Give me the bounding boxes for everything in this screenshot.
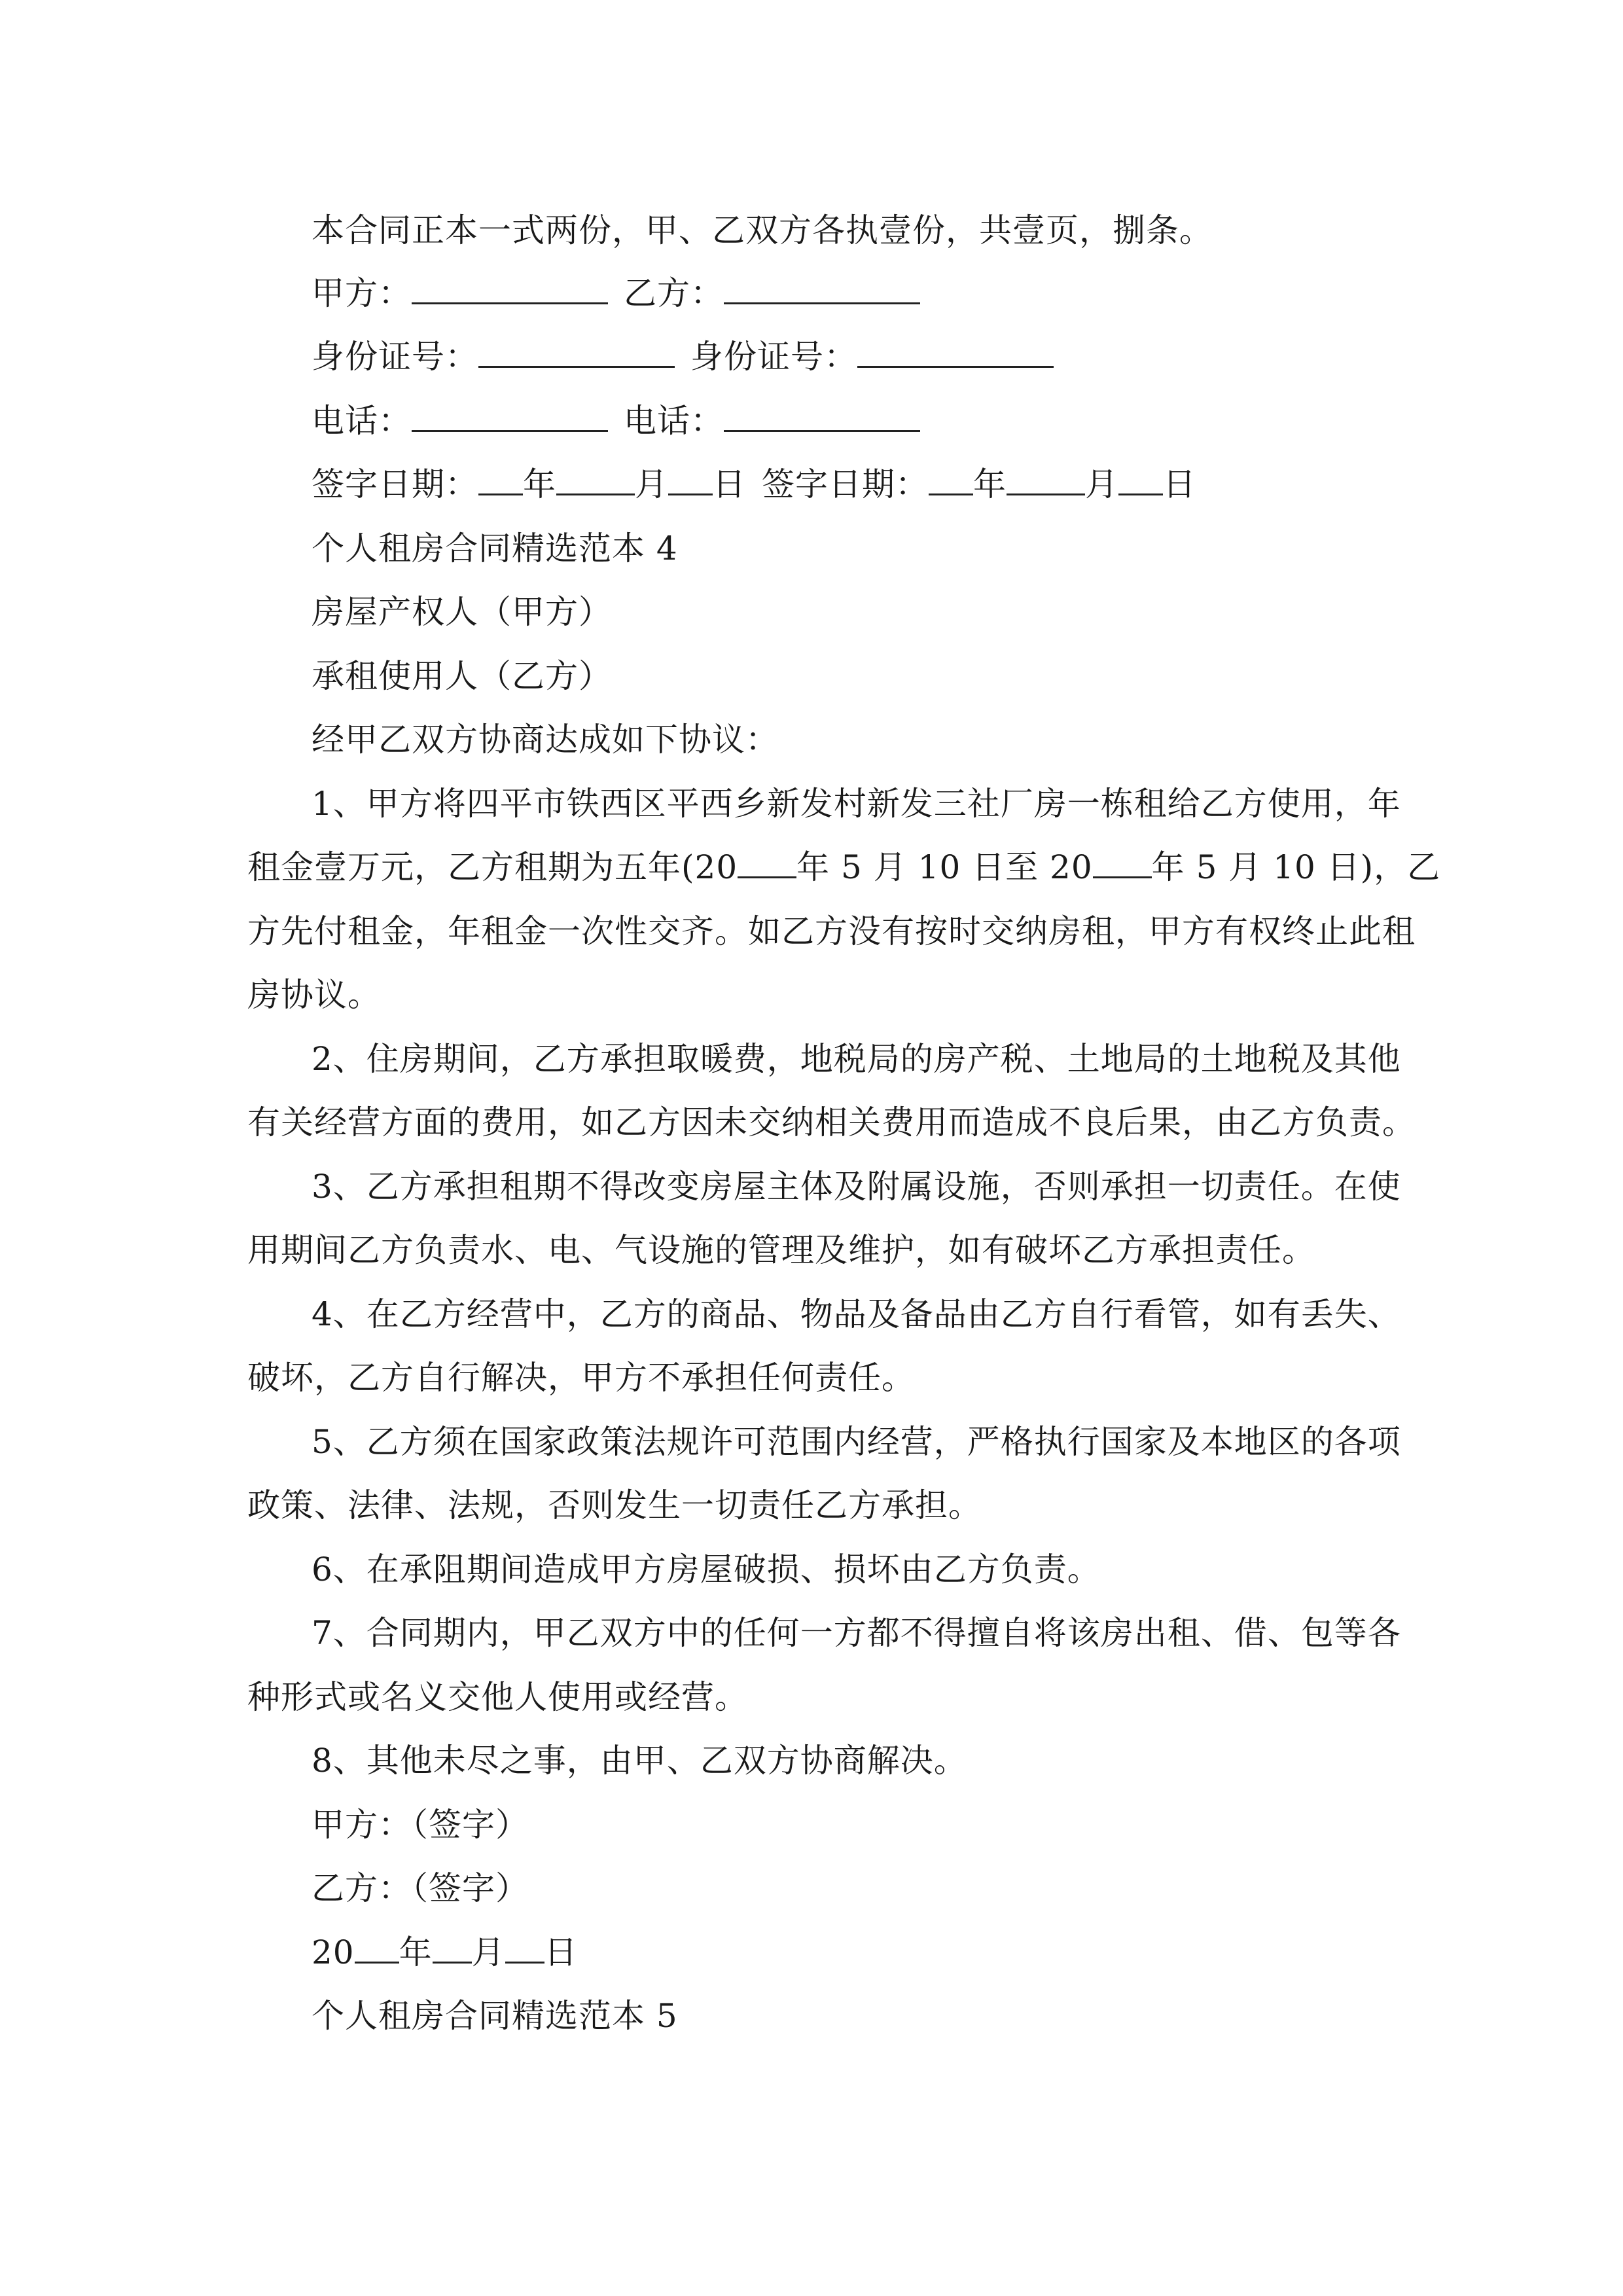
party-a-label: 甲方： [312, 274, 412, 312]
phone-b-blank[interactable] [724, 404, 920, 432]
section-5-title: 个人租房合同精选范本 5 [312, 1997, 678, 2035]
clause-5-line-2: 政策、法律、法规，否则发生一切责任乙方承担。 [247, 1486, 982, 1524]
clause-6: 6、在承阻期间造成甲方房屋破损、损坏由乙方负责。 [312, 1551, 1101, 1588]
final-month-blank[interactable] [433, 1935, 472, 1964]
sign-date-row [312, 465, 1196, 504]
party-b-label: 乙方： [624, 274, 724, 312]
year-b: 年 [973, 465, 1007, 503]
party-b-blank[interactable] [724, 276, 920, 304]
clause-8: 8、其他未尽之事，由甲、乙双方协商解决。 [312, 1742, 967, 1780]
party-signature-row [312, 274, 920, 313]
phone-a-blank[interactable] [412, 404, 608, 432]
sign-date-b-year-blank[interactable] [929, 467, 973, 495]
clause-3-line-2: 用期间乙方负责水、电、气设施的管理及维护，如有破坏乙方承担责任。 [247, 1231, 1315, 1269]
sign-date-a-day-blank[interactable] [668, 467, 713, 495]
phone-label-b: 电话： [624, 402, 724, 440]
month-a: 月 [635, 465, 668, 503]
clause-1-end-date: 年 5 月 10 日)，乙 [1151, 848, 1441, 886]
final-day-blank[interactable] [505, 1935, 544, 1964]
clause-1-line-4: 房协议。 [247, 976, 381, 1014]
clause-7-line-2: 种形式或名义交他人使用或经营。 [247, 1678, 748, 1716]
day-b: 日 [1163, 465, 1196, 503]
tenant-line: 承租使用人（乙方） [312, 657, 612, 695]
day-a: 日 [713, 465, 746, 503]
id-number-row [312, 337, 1054, 376]
date-month: 月 [471, 1933, 505, 1971]
date-year: 年 [399, 1933, 433, 1971]
date-prefix: 20 [312, 1933, 355, 1971]
agreement-intro: 经甲乙双方协商达成如下协议： [312, 721, 779, 759]
clause-2-line-1: 2、住房期间，乙方承担取暖费，地税局的房产税、土地局的土地税及其他 [312, 1040, 1401, 1078]
clause-3-line-1: 3、乙方承担租期不得改变房屋主体及附属设施，否则承担一切责任。在使 [312, 1168, 1401, 1206]
clause-4-line-2: 破坏，乙方自行解决，甲方不承担任何责任。 [247, 1359, 915, 1397]
clause-1-line-1: 1、甲方将四平市铁西区平西乡新发村新发三社厂房一栋租给乙方使用，年 [312, 785, 1401, 823]
closing-statement: 本合同正本一式两份，甲、乙双方各执壹份，共壹页，捌条。 [312, 211, 1213, 249]
phone-label-a: 电话： [312, 402, 412, 440]
clause-7-line-1: 7、合同期内，甲乙双方中的任何一方都不得擅自将该房出租、借、包等各 [312, 1614, 1401, 1652]
id-a-blank[interactable] [478, 340, 675, 368]
start-year-blank[interactable] [738, 850, 796, 878]
party-a-blank[interactable] [412, 276, 608, 304]
id-label-a: 身份证号： [312, 338, 478, 376]
sign-date-label-a: 签字日期： [312, 465, 478, 503]
id-b-blank[interactable] [857, 340, 1054, 368]
final-year-blank[interactable] [355, 1935, 399, 1964]
section-4-title: 个人租房合同精选范本 4 [312, 529, 678, 567]
clause-1-start-date: 年 5 月 10 日至 20 [796, 848, 1093, 886]
id-label-b: 身份证号： [690, 338, 857, 376]
month-b: 月 [1085, 465, 1118, 503]
clause-5-line-1: 5、乙方须在国家政策法规许可范围内经营，严格执行国家及本地区的各项 [312, 1423, 1401, 1461]
party-a-signature: 甲方：（签字） [312, 1806, 529, 1844]
clause-1-rent-text: 租金壹万元，乙方租期为五年(20 [247, 848, 738, 886]
clause-1-line-2 [247, 848, 1440, 887]
clause-2-line-2: 有关经营方面的费用，如乙方因未交纳相关费用而造成不良后果，由乙方负责。 [247, 1103, 1416, 1141]
sign-date-b-day-blank[interactable] [1118, 467, 1163, 495]
phone-row [312, 401, 920, 440]
date-day: 日 [544, 1933, 578, 1971]
sign-date-b-month-blank[interactable] [1007, 467, 1085, 495]
owner-line: 房屋产权人（甲方） [312, 593, 612, 631]
party-b-signature: 乙方：（签字） [312, 1869, 529, 1907]
year-a: 年 [523, 465, 556, 503]
end-year-blank[interactable] [1093, 850, 1152, 878]
clause-1-line-3: 方先付租金，年租金一次性交齐。如乙方没有按时交纳房租，甲方有权终止此租 [247, 912, 1416, 950]
sign-date-label-b: 签字日期： [762, 465, 929, 503]
clause-4-line-1: 4、在乙方经营中，乙方的商品、物品及备品由乙方自行看管，如有丢失、 [312, 1295, 1401, 1333]
sign-date-a-month-blank[interactable] [556, 467, 635, 495]
sign-date-a-year-blank[interactable] [478, 467, 523, 495]
final-date-row [312, 1933, 578, 1972]
